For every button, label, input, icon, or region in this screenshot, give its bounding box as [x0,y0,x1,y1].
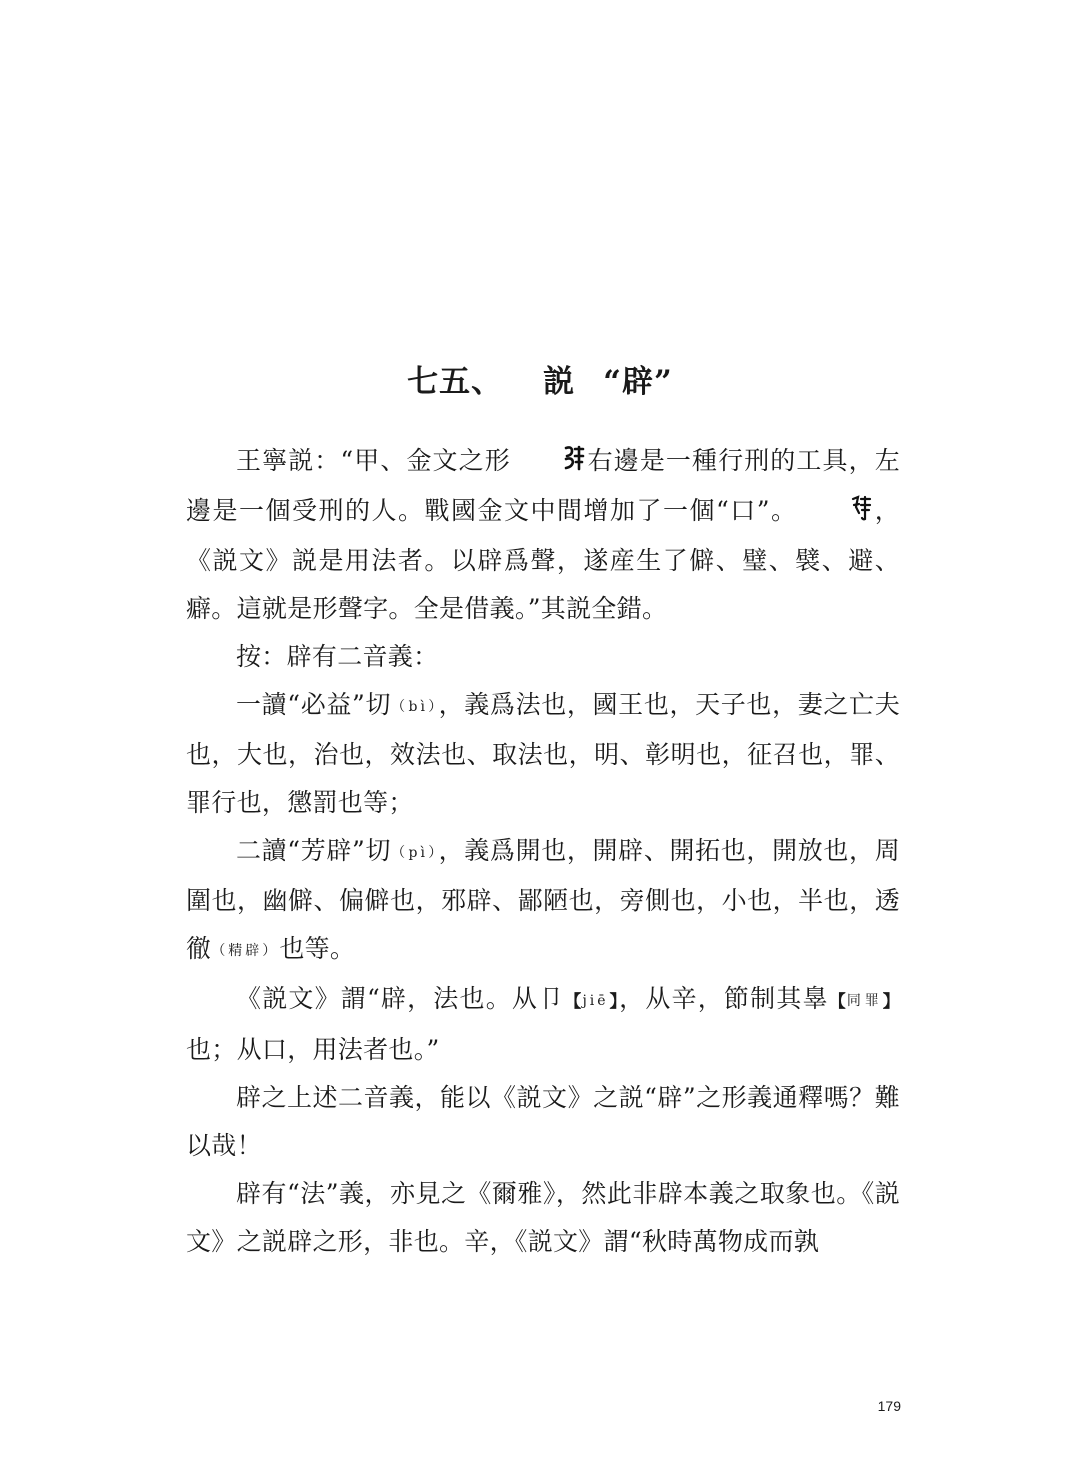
page-number: 179 [877,1398,901,1414]
inline-note: （精辟） [211,943,280,959]
paragraph-4: 二讀“芳辟”切（pì），義爲開也，開辟、開拓也，開放也，周圍也，幽僻、偏僻也，邪辟、鄙陋也，旁側也，小也，半也，透徹（精辟）也等。 [186,836,900,963]
pronunciation-pi: （pì） [391,845,439,861]
paragraph-1: 王寧説：“甲、金文之形 右邊是一種行刑的工具，左邊是一個受刑的人。戰國金文中間增加了一個“口”。 ，《説文》説是用法者。以辟爲聲，遂産生了僻、璧、襞、避、癖。這就是形聲字。全是借義。”其説全錯。 [186,437,900,633]
bronze-script-bi-glyph [513,439,585,487]
section-number: 七五、 [407,364,504,400]
paragraph-5: 《説文》謂“辟，法也。从卩【jiē】，从辛，節制其辠【同罪】也；从口，用法者也。” [186,984,900,1064]
section-title [0,356,1080,408]
body-text [186,437,900,1266]
paragraph-6: 辟之上述二音義，能以《説文》之説“辟”之形義通釋嗎？難以哉！ [186,1083,900,1160]
paragraph-3: 一讀“必益”切（bì），義爲法也，國王也，天子也，妻之亡夫也，大也，治也，效法也、取法也，明、彰明也，征召也，罪、罪行也，懲罰也等； [186,690,900,817]
title-word: 説 [543,364,576,400]
paragraph-7: 辟有“法”義，亦見之《爾雅》，然此非辟本義之取象也。《説文》之説辟之形，非也。辛，《説文》謂“秋時萬物成而孰 [186,1179,900,1256]
pronunciation-jie: jiē [582,993,609,1009]
inline-note: 同罪 [846,993,883,1009]
title-term: “辟” [603,364,673,400]
pronunciation-bi: （bì） [391,699,439,715]
paragraph-2: 按：辟有二音義： [236,642,439,671]
seal-script-bi-glyph [800,489,872,537]
